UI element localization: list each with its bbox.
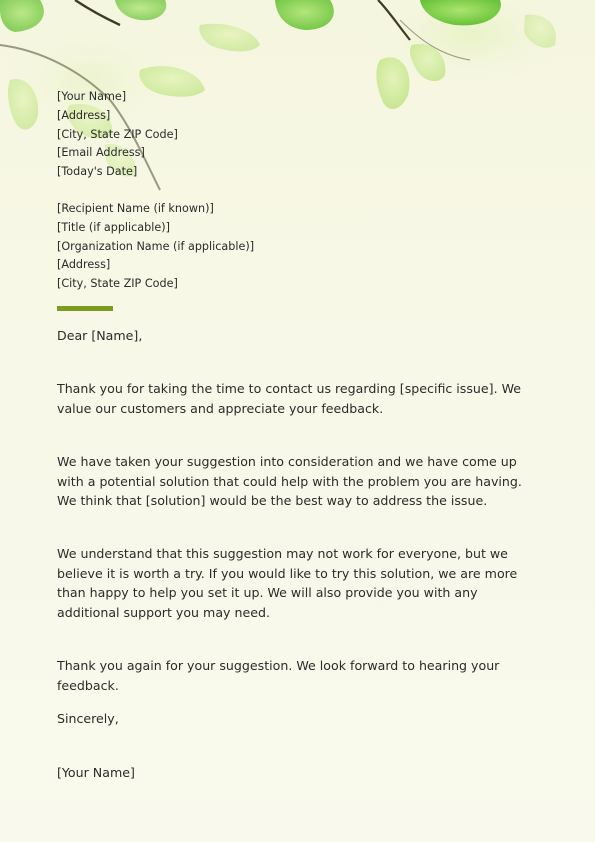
body-paragraph-1: Thank you for taking the time to contact us regarding [specific issue]. We value our customers and appreciate your feedback. xyxy=(57,381,522,416)
recipient-address: [Address] xyxy=(57,258,111,272)
recipient-name: [Recipient Name (if known)] xyxy=(57,202,214,215)
recipient-organization: [Organization Name (if applicable)] xyxy=(57,239,255,253)
body-paragraph-2: We have taken your suggestion into consideration and we have come up with a potential solution that could help with the problem you are having. We think that [solution] would be the best way to address the issue. xyxy=(57,454,522,509)
accent-divider xyxy=(57,306,113,311)
sender-name: [Your Name] xyxy=(57,90,127,103)
recipient-title: [Title (if applicable)] xyxy=(57,220,170,234)
salutation: Dear [Name], xyxy=(57,328,143,343)
body-paragraph-3: We understand that this suggestion may not work for everyone, but we believe it is worth a try. If you would like to try this solution, we are more than happy to help you set it up. We will also provide you with any additional support you may need. xyxy=(57,546,518,620)
closing: Sincerely, xyxy=(57,711,119,726)
signature-name: [Your Name] xyxy=(57,765,135,780)
sender-block xyxy=(57,88,178,182)
letter-date: [Today's Date] xyxy=(57,165,138,179)
recipient-city-state-zip: [City, State ZIP Code] xyxy=(57,277,178,291)
sender-address: [Address] xyxy=(57,108,111,122)
recipient-block xyxy=(57,200,254,294)
body-paragraph-4: Thank you again for your suggestion. We look forward to hearing your feedback. xyxy=(57,658,500,693)
sender-city-state-zip: [City, State ZIP Code] xyxy=(57,127,178,141)
sender-email: [Email Address] xyxy=(57,146,145,160)
